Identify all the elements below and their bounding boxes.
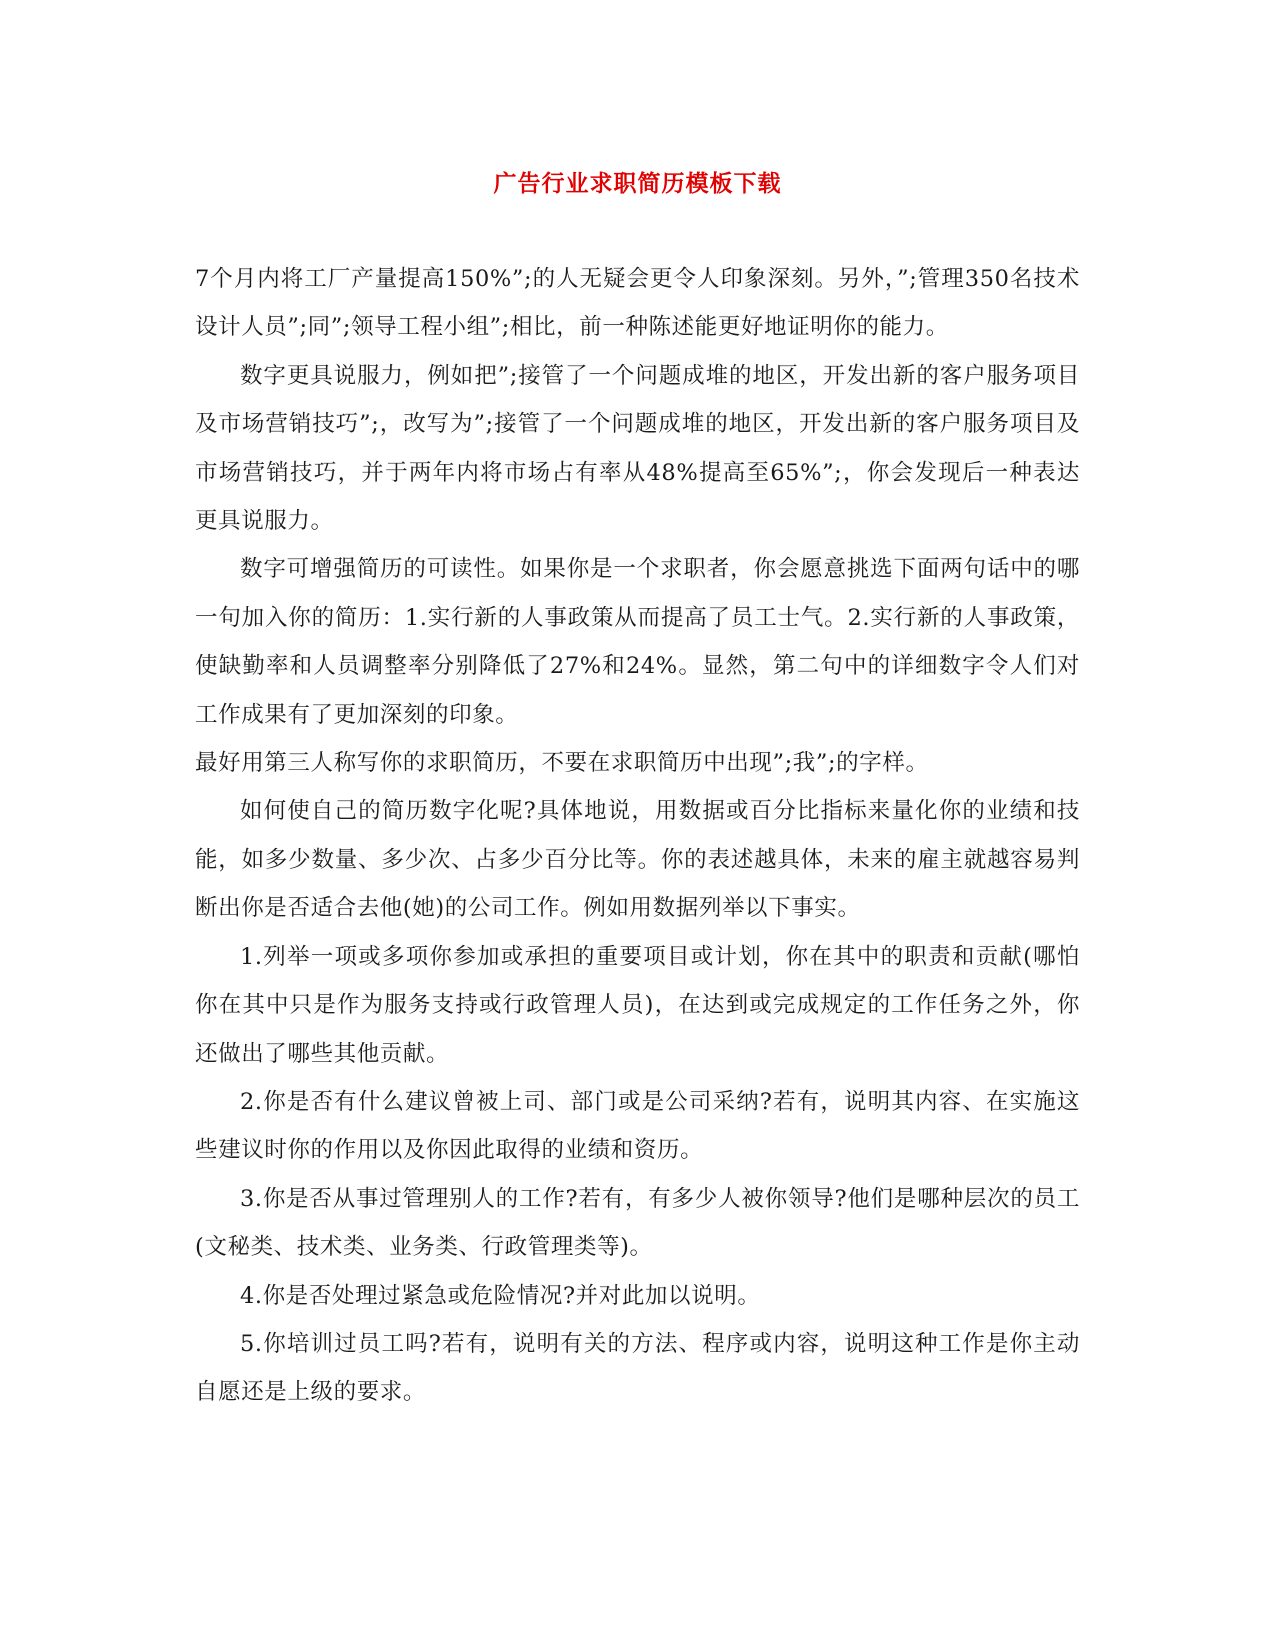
list-item-5: 5.你培训过员工吗?若有，说明有关的方法、程序或内容，说明这种工作是你主动自愿还是上级的要求。 [195, 1330, 1080, 1406]
paragraph-numbers-readability: 数字可增强简历的可读性。如果你是一个求职者，你会愿意挑选下面两句话中的哪一句加入你的简历：1.实行新的人事政策从而提高了员工士气。2.实行新的人事政策，使缺勤率和人员调整率分别降低了27%和24%。显然，第二句中的详细数字令人们对工作成果有了更加深刻的印象。 [195, 556, 1080, 728]
document-title: 广告行业求职简历模板下载 [493, 170, 782, 197]
list-item-2: 2.你是否有什么建议曾被上司、部门或是公司采纳?若有，说明其内容、在实施这些建议时你的作用以及你因此取得的业绩和资历。 [195, 1088, 1080, 1164]
document-body [195, 255, 1080, 1417]
list-item-3: 3.你是否从事过管理别人的工作?若有，有多少人被你领导?他们是哪种层次的员工(文秘类、技术类、业务类、行政管理类等)。 [195, 1185, 1080, 1261]
paragraph-numbers-persuasive: 数字更具说服力，例如把”;接管了一个问题成堆的地区，开发出新的客户服务项目及市场营销技巧”;，改写为”;接管了一个问题成堆的地区，开发出新的客户服务项目及市场营销技巧，并于两年内将市场占有率从48%提高至65%”;，你会发现后一种表达更具说服力。 [195, 362, 1080, 535]
list-item-1: 1.列举一项或多项你参加或承担的重要项目或计划，你在其中的职责和贡献(哪怕你在其中只是作为服务支持或行政管理人员)，在达到或完成规定的工作任务之外，你还做出了哪些其他贡献。 [195, 943, 1080, 1067]
list-item-4: 4.你是否处理过紧急或危险情况?并对此加以说明。 [240, 1282, 761, 1309]
paragraph-third-person: 最好用第三人称写你的求职简历，不要在求职简历中出现”;我”;的字样。 [195, 750, 929, 777]
paragraph-how-to-quantify: 如何使自己的简历数字化呢?具体地说，用数据或百分比指标来量化你的业绩和技能，如多少数量、多少次、占多少百分比等。你的表述越具体，未来的雇主就越容易判断出你是否适合去他(她)的公司工作。例如用数据列举以下事实。 [195, 798, 1080, 922]
paragraph-intro-continuation: 7个月内将工厂产量提高150%”;的人无疑会更令人印象深刻。另外，”;管理350名技术设计人员”;同”;领导工程小组”;相比，前一种陈述能更好地证明你的能力。 [195, 266, 1080, 341]
